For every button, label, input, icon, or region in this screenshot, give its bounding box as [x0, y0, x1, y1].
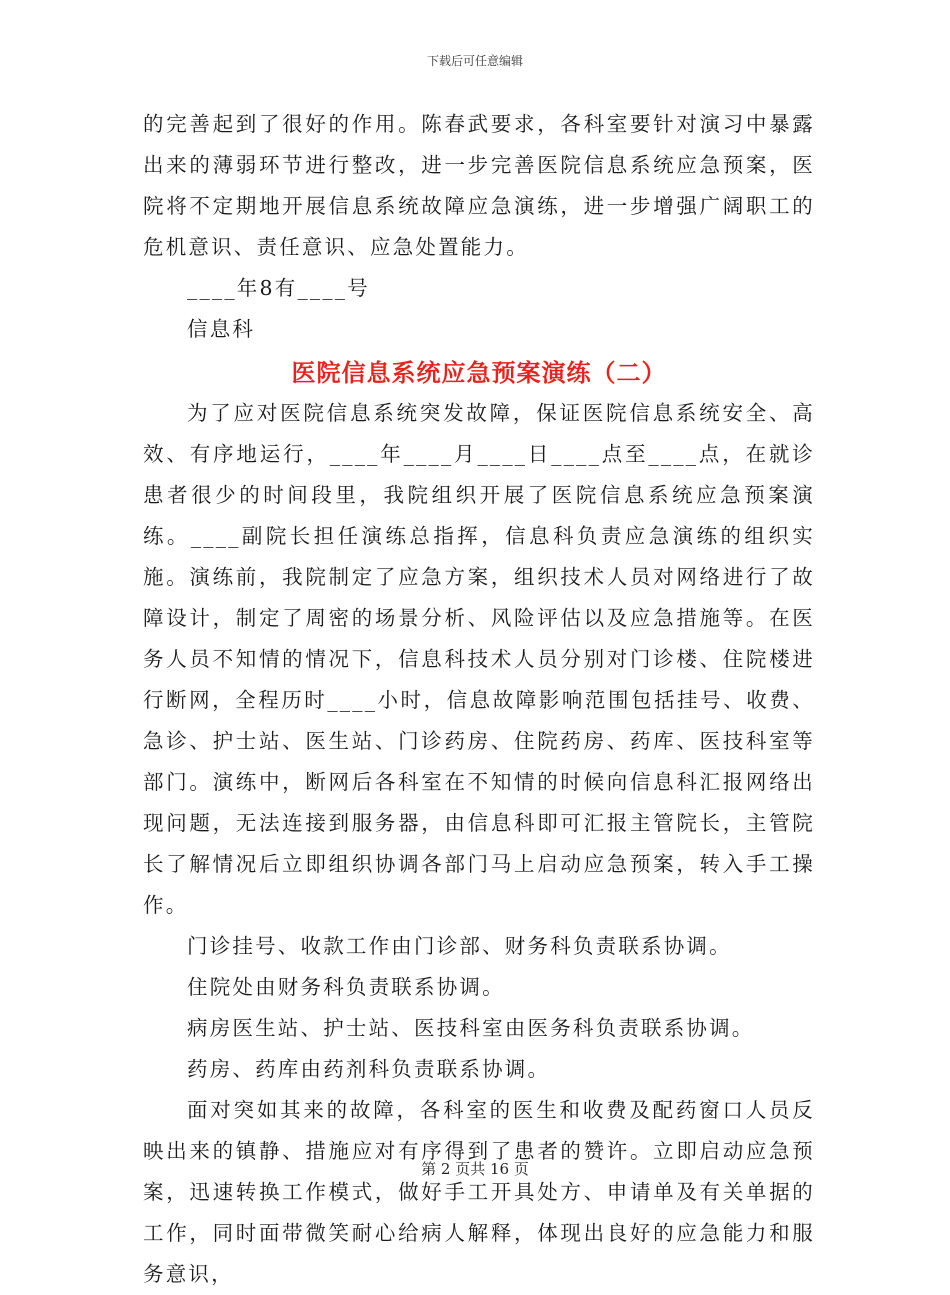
department-line: 信息科 — [187, 317, 256, 341]
paragraph-intro: 为了应对医院信息系统突发故障，保证医院信息系统安全、高效、有序地运行，____年____月____日____点至____点，在就诊患者很少的时间段里，我院组织开展了医院信息系统应急预案演练。____副院长担任演练总指挥，信息科负责应急演练的组织实施。演练前，我院制定了应急方案，组织技术人员对网络进行了故障设计，制定了周密的场景分析、风险评估以及应急措施等。在医务人员不知情的情况下，信息科技术人员分别对门诊楼、住院楼进行断网，全程历时____小时，信息故障影响范围包括挂号、收费、急诊、护士站、医生站、门诊药房、住院药房、药库、医技科室等部门。演练中，断网后各科室在不知情的时候向信息科汇报网络出现问题，无法连接到服务器，由信息科即可汇报主管院长，主管院长了解情况后立即组织协调各部门马上启动应急预案，转入手工操作。 — [143, 401, 815, 917]
document-body — [143, 104, 815, 1295]
page-number: 第 2 页共 16 页 — [421, 1160, 529, 1178]
list-item: 药房、药库由药剂科负责联系协调。 — [187, 1057, 551, 1081]
section-title: 医院信息系统应急预案演练（二） — [291, 359, 667, 387]
list-item: 住院处由财务科负责联系协调。 — [187, 975, 505, 999]
list-item: 门诊挂号、收款工作由门诊部、财务科负责联系协调。 — [187, 934, 732, 958]
paragraph-response: 面对突如其来的故障，各科室的医生和收费及配药窗口人员反映出来的镇静、措施应对有序得到了患者的赞许。立即启动应急预案，迅速转换工作模式，做好手工开具处方、申请单及有关单据的工作，同时面带微笑耐心给病人解释，体现出良好的应急能力和服务意识， — [143, 1098, 815, 1286]
page-header-note: 下载后可任意编辑 — [426, 54, 523, 68]
list-item: 病房医生站、护士站、医技科室由医务科负责联系协调。 — [187, 1016, 755, 1040]
paragraph-continued: 的完善起到了很好的作用。陈春武要求，各科室要针对演习中暴露出来的薄弱环节进行整改，进一步完善医院信息系统应急预案，医院将不定期地开展信息系统故障应急演练，进一步增强广阔职工的危机意识、责任意识、应急处置能力。 — [143, 112, 815, 259]
date-line: ____年8有____号 — [187, 276, 370, 300]
